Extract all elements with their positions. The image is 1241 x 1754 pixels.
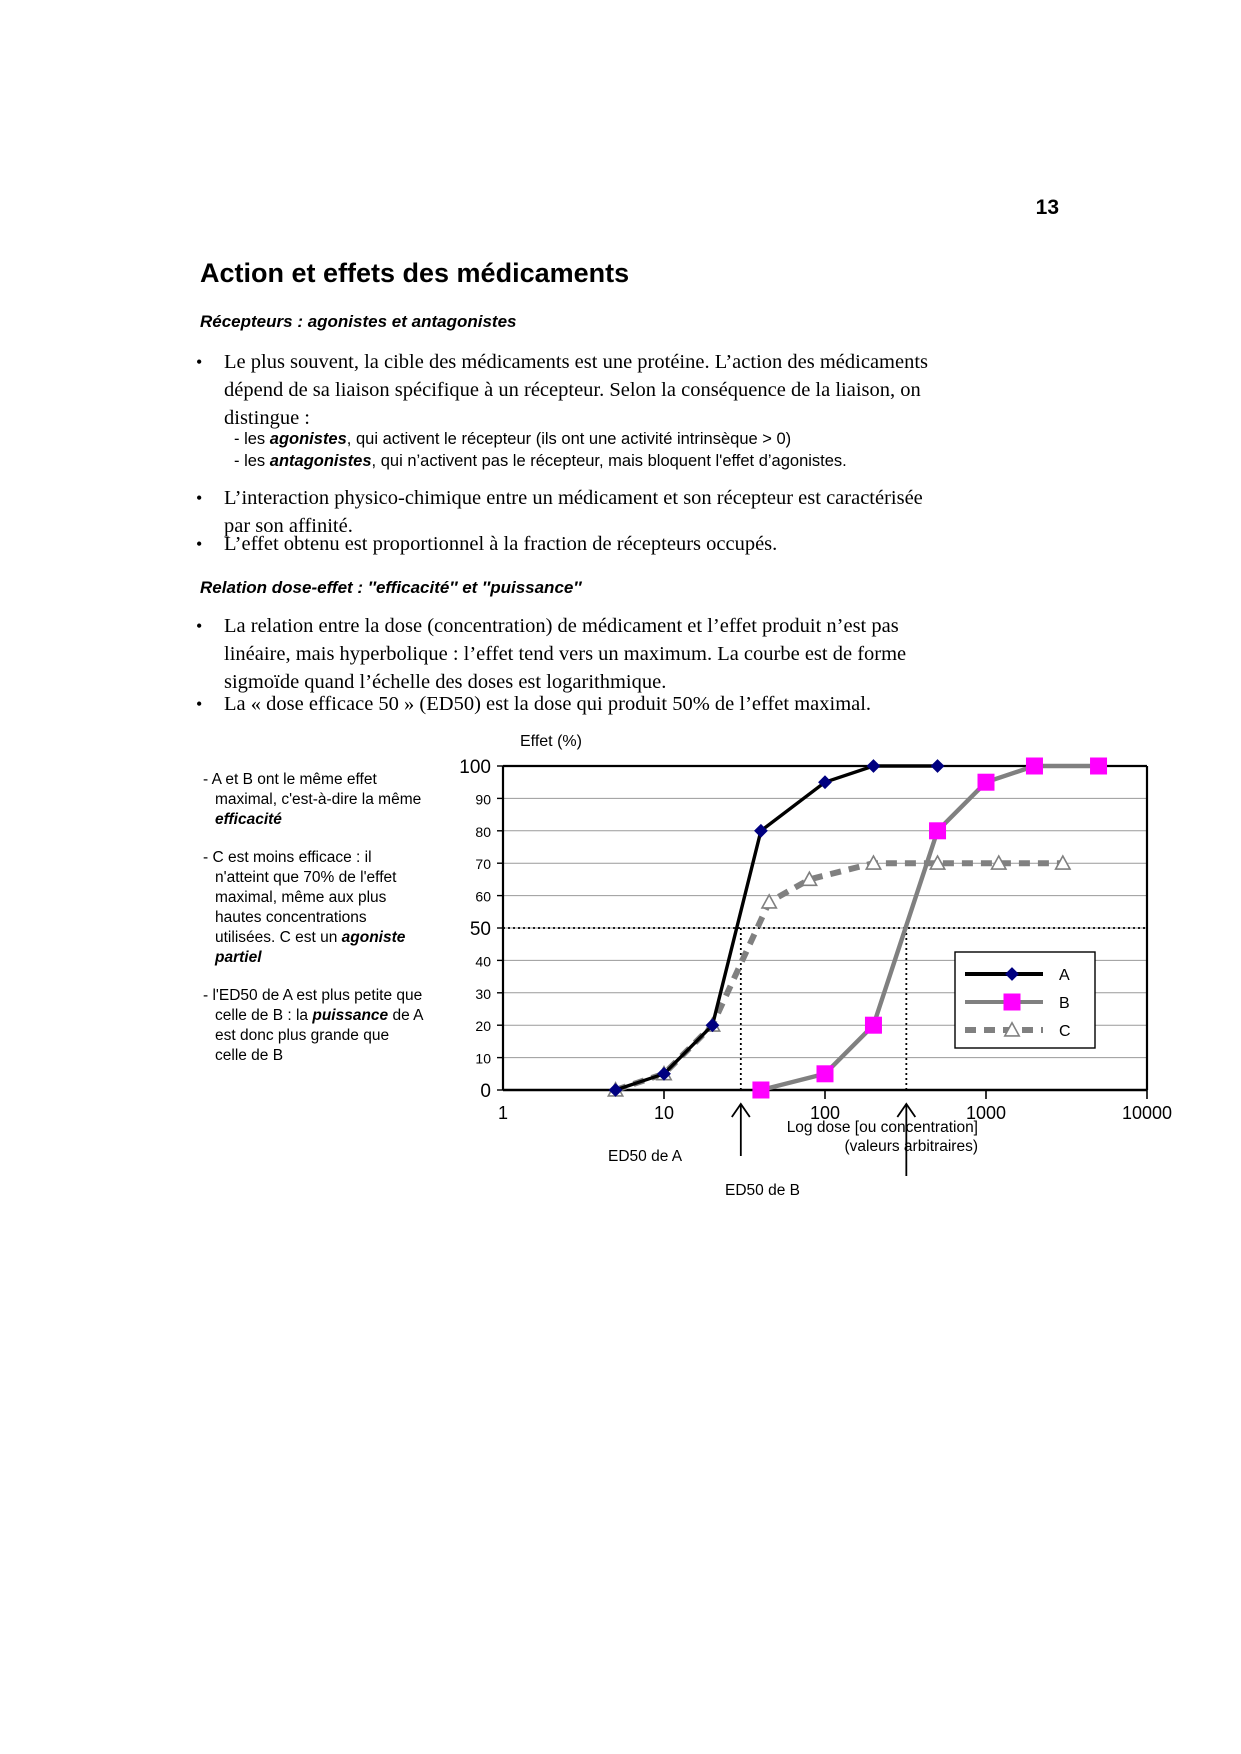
y-tick-label: 40: [475, 953, 491, 970]
bullet-text: L’interaction physico-chimique entre un médicament et son récepteur est caractérisée par son affinité.: [224, 487, 923, 537]
bullet-item: [196, 690, 941, 718]
chart-legend: [955, 952, 1095, 1048]
y-tick-label: 100: [459, 757, 491, 778]
x-tick-label: 1: [497, 1103, 509, 1123]
sub-bullet-antagonistes: [234, 450, 954, 472]
page-title: Action et effets des médicaments: [200, 258, 630, 288]
chart-x-axis-title: [768, 1118, 978, 1156]
bullet-item: [196, 530, 941, 558]
figure-annotations: [195, 770, 425, 1084]
legend-label-B: B: [1059, 995, 1070, 1012]
data-point-B: [978, 774, 994, 790]
bullet-marker: •: [196, 352, 203, 372]
y-tick-label: 0: [480, 1081, 491, 1102]
section-heading-dose-effect: Relation dose-effet : ″efficacité″ et ″puissance″: [200, 578, 582, 597]
annotation-emphasis: puissance: [312, 1007, 389, 1024]
sub-bullet-suffix: , qui n’activent pas le récepteur, mais bloquent l'effet d’agonistes.: [371, 452, 847, 470]
legend-label-C: C: [1059, 1023, 1071, 1040]
ed50-a-arrow: [732, 1104, 750, 1156]
ed50-a-label: ED50 de A: [608, 1148, 683, 1165]
bullet-text: La relation entre la dose (concentration) de médicament et l’effet produit n’est pas linéaire, mais hyperbolique : l’effet tend vers un maximum. La courbe est de forme sigmoïde quand l’échelle des doses est logarithmique.: [224, 615, 907, 693]
x-tick-label: 10: [653, 1103, 675, 1123]
bullet-item: [196, 612, 941, 696]
bullet-marker: •: [196, 534, 203, 554]
sub-bullet-prefix: - les: [234, 430, 270, 448]
annotation-emphasis: efficacité: [215, 811, 282, 828]
y-tick-label: 90: [475, 791, 491, 808]
legend-label-A: A: [1059, 967, 1070, 984]
bullet-text: La « dose efficace 50 » (ED50) est la dose qui produit 50% de l’effet maximal.: [224, 693, 872, 715]
sub-bullet-emphasis: agonistes: [269, 430, 347, 448]
data-point-B: [753, 1082, 769, 1098]
page-number: 13: [1035, 196, 1059, 219]
data-point-B: [1026, 758, 1042, 774]
bullet-text: Le plus souvent, la cible des médicaments est une protéine. L’action des médicaments dépend de sa liaison spécifique à un récepteur. Selon la conséquence de la liaison, on distingue :: [224, 351, 929, 429]
data-point-B: [1091, 758, 1107, 774]
y-tick-label: 60: [475, 888, 491, 905]
sub-bullet-list: [234, 428, 954, 472]
sub-bullet-emphasis: antagonistes: [269, 452, 372, 470]
data-point-B: [817, 1066, 833, 1082]
y-tick-label: 20: [475, 1018, 491, 1035]
data-point-B: [930, 823, 946, 839]
sub-bullet-suffix: , qui activent le récepteur (ils ont une activité intrinsèque > 0): [346, 430, 792, 448]
data-point-B: [865, 1017, 881, 1033]
y-tick-label: 70: [475, 856, 491, 873]
x-axis-title-line2: (valeurs arbitraires): [844, 1138, 978, 1155]
x-tick-label: 100: [809, 1103, 841, 1123]
chart-y-axis-title: Effet (%): [520, 733, 582, 750]
annotation-text: - A et B ont le même effet maximal, c'est-à-dire la même: [203, 771, 422, 808]
ed50-b-label: ED50 de B: [725, 1182, 800, 1199]
bullet-text: L’effet obtenu est proportionnel à la fraction de récepteurs occupés.: [224, 533, 778, 555]
annotation-emphasis: agoniste partiel: [215, 929, 406, 966]
bullet-marker: •: [196, 694, 203, 714]
annotation-agoniste-partiel: [195, 848, 425, 968]
dose-response-figure: [180, 730, 1180, 1210]
x-axis-title-line1: Log dose [ou concentration]: [786, 1119, 978, 1136]
y-tick-label: 10: [475, 1050, 491, 1067]
bullet-marker: •: [196, 616, 203, 636]
section-heading-receptors: Récepteurs : agonistes et antagonistes: [200, 312, 517, 331]
x-tick-label: 10000: [1121, 1103, 1173, 1123]
annotation-efficacite: [195, 770, 425, 830]
y-tick-label: 50: [469, 919, 491, 940]
sub-bullet-prefix: - les: [234, 452, 270, 470]
bullet-item: [196, 348, 941, 432]
annotation-text: - C est moins efficace : il n'atteint que 70% de l'effet maximal, même aux plus hautes concentrations utilisées. C est un: [203, 849, 397, 946]
annotation-text: - l'ED50 de A est plus petite que celle de B : la: [203, 987, 423, 1024]
y-tick-label: 80: [475, 823, 491, 840]
legend-marker-B: [1004, 994, 1020, 1010]
y-tick-label: 30: [475, 985, 491, 1002]
x-tick-label: 1000: [965, 1103, 1007, 1123]
sub-bullet-agonistes: [234, 428, 954, 450]
bullet-marker: •: [196, 488, 203, 508]
annotation-puissance: [195, 986, 425, 1066]
annotation-text-after: de A est donc plus grande que celle de B: [215, 1007, 423, 1064]
